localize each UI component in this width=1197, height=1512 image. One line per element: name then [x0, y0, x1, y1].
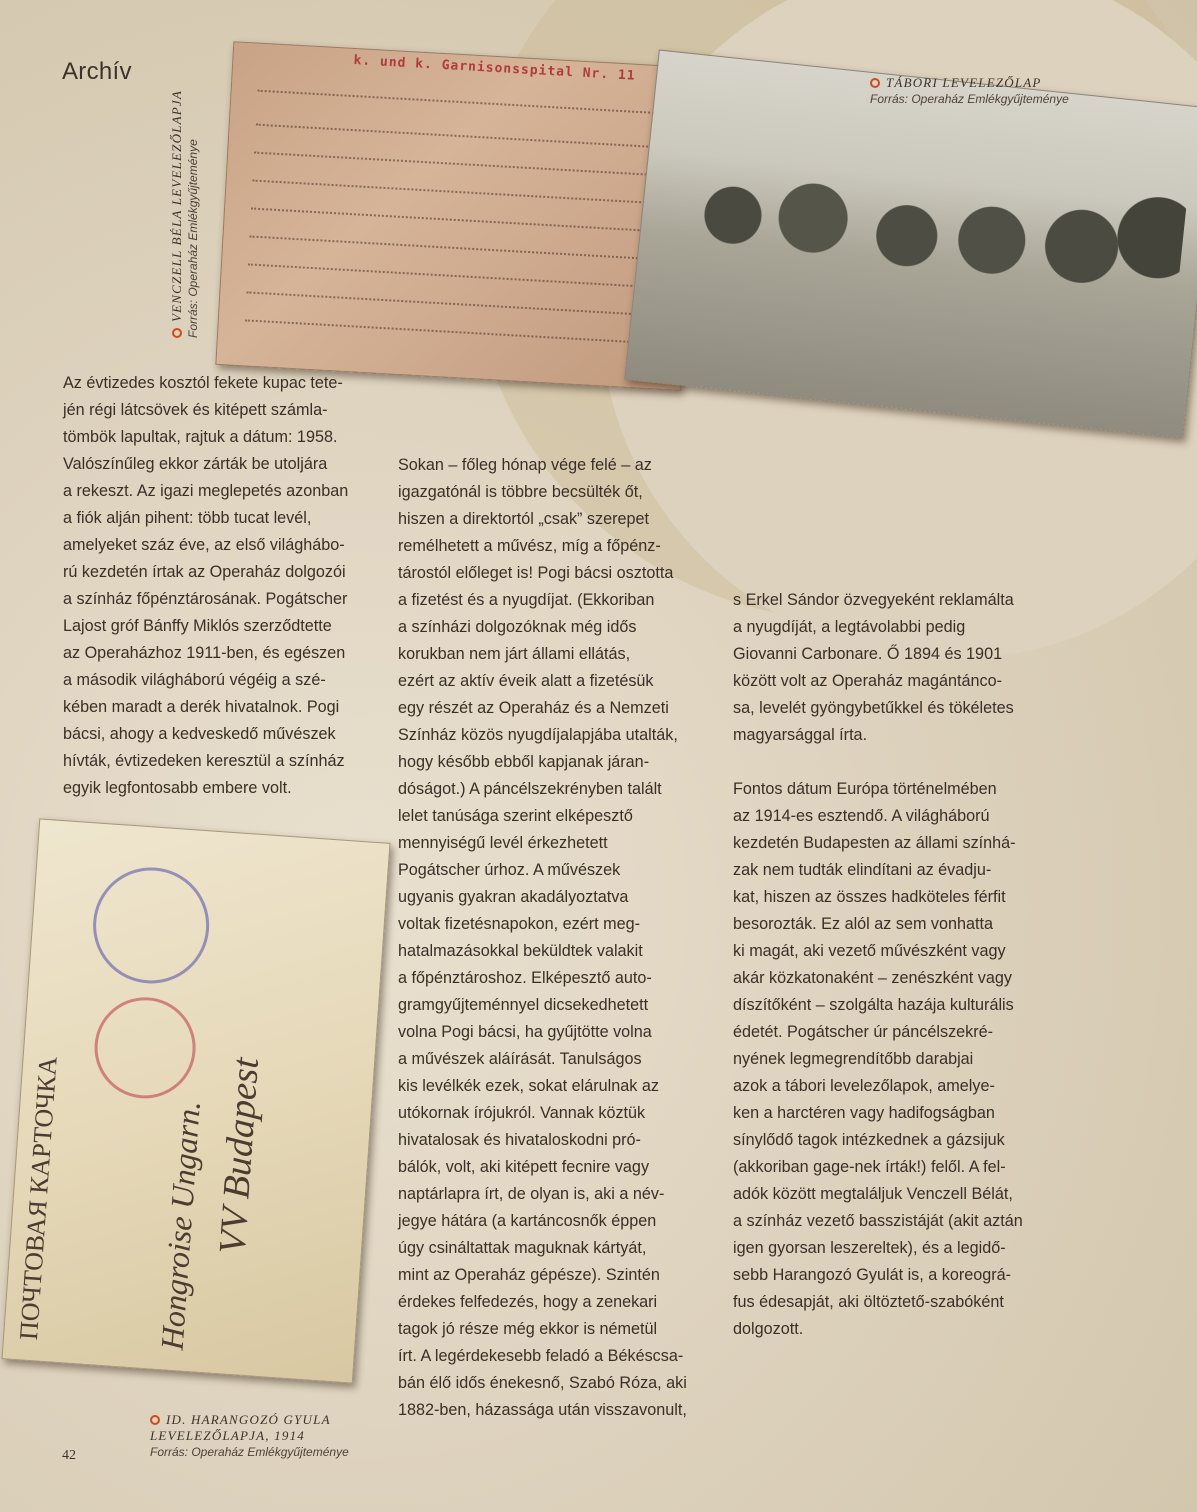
caption-bullet-icon — [150, 1415, 160, 1425]
postmark-seal — [89, 864, 213, 988]
handwriting-line — [249, 233, 661, 260]
paragraph: s Erkel Sándor özvegyeként reklamálta a nyugdíját, a legtávolabbi pedig Giovanni Carbonare. Ő 1894 és 1901 között volt az Operaház magántánco- sa, levelét gyöngybetűkkel és tökéletes magyarsággal írta. — [733, 591, 1014, 744]
harangozo-caption — [150, 1412, 390, 1460]
garrison-stamp: k. und k. Garnisonsspital Nr. 11 — [353, 52, 636, 84]
handwriting-line — [258, 88, 670, 115]
postcard-address-line: VV Budapest — [211, 1056, 268, 1256]
caption-source: Forrás: Operaház Emlékgyűjteménye — [150, 1445, 349, 1459]
paragraph: Fontos dátum Európa történelmében az 1914-es esztendő. A világháború kezdetén Budapesten az állami színhá- zak nem tudták elindítani az évadju- kat, hiszen az összes hadköteles férfit besorozták. Ez alól az sem vonhatta ki magát, aki vezető művészként vagy akár közkatonaként – zenészként vagy díszítőként – szolgálta hazája kulturális édetét. Pogátscher úr páncélszekré- nyének legmegrendítőbb darabjai azok a tábori levelezőlapok, amelye- ken a harctéren vagy hadifogságban sínylődő tagok intézkednek a gázsijuk (akkoriban gage-nek írták!) felől. A fel- adók között megtaláljuk Venczell Bélát, a színház vezető basszistáját (akit aztán igen gyorsan leszereltek), és a legidő- sebb Harangozó Gyulát is, a koreográ- fus édesapját, aki öltöztető-szabóként dolgozott. — [733, 780, 1023, 1338]
handwriting-line — [251, 205, 663, 232]
page-number: 42 — [62, 1448, 76, 1463]
paragraph: Az évtizedes kosztól fekete kupac tete- jén régi látcsövek és kitépett számla- tömbök lapultak, rajtuk a dátum: 1958. Valószínűleg ekkor zárták be utoljára a rekeszt. Az igazi meglepetés azonban a fiók alján pihent: több tucat levél, amelyeket száz éve, az első világhábo- rú kezdetén írtak az Operaház dolgozói a színház főpénztárosának. Pogátscher Lajost gróf Bánffy Miklós szerződtette az Operaházhoz 1911-ben, és egészen a második világháború végéig a szé- kében maradt a derék hivatalnok. Pogi bácsi, ahogy a kedveskedő művészek hívták, évtizedeken keresztül a színház egyik legfontosabb embere volt. — [63, 374, 349, 797]
postcard-cyrillic-header: ПОЧТОВАЯ КАРТОЧКА — [13, 1055, 63, 1341]
caption-source: Forrás: Operaház Emlékgyűjteménye — [186, 139, 200, 338]
venczell-postcard-photo — [215, 41, 698, 391]
caption-title: ID. HARANGOZÓ GYULA LEVELEZŐLAPJA, 1914 — [150, 1412, 331, 1443]
handwriting-line — [246, 289, 658, 316]
postmark-seal-red — [91, 994, 199, 1102]
handwriting-line — [253, 178, 665, 205]
venczell-caption — [168, 58, 200, 338]
handwriting-line — [248, 261, 660, 288]
handwriting-line — [256, 122, 668, 149]
tabori-caption — [870, 74, 1110, 106]
article-column-3 — [733, 587, 1043, 1343]
article-column-1 — [63, 370, 363, 802]
postcard-address-line: Hongroise Ungarn. — [153, 1099, 207, 1352]
article-column-2 — [398, 452, 708, 1424]
caption-source: Forrás: Operaház Emlékgyűjteménye — [870, 92, 1069, 106]
caption-bullet-icon — [870, 78, 880, 88]
handwriting-line — [245, 317, 657, 344]
caption-title: TÁBORI LEVELEZŐLAP — [886, 75, 1042, 90]
caption-title: VENCZELL BÉLA LEVELEZŐLAPJA — [169, 89, 184, 322]
tree-line — [679, 144, 1188, 306]
tabori-postcard-photo — [624, 50, 1197, 439]
caption-bullet-icon — [172, 328, 182, 338]
harangozo-postcard-photo — [2, 818, 391, 1383]
handwriting-line — [254, 150, 666, 177]
section-title: Archív — [62, 58, 132, 85]
paragraph: Sokan – főleg hónap vége felé – az igazgatónál is többre becsülték őt, hiszen a direktortól „csak” szerepet remélhetett a művész, míg a főpénz- tárostól előleget is! Pogi bácsi osztotta a fizetést és a nyugdíjat. (Ekkoriban a színházi dolgozóknak még idős korukban nem járt állami ellátás, ezért az aktív éveik alatt a fizetésük egy részét az Operaház és a Nemzeti Színház közös nyugdíjalapjába utalták, hogy később ebből kapjanak járan- dóságot.) A páncélszekrényben talált lelet tanúsága szerint elképesztő mennyiségű levél érkezhetett Pogátscher úrhoz. A művészek ugyanis gyakran akadályoztatva voltak fizetésnapokon, ezért meg- hatalmazásokkal beküldtek valakit a főpénztároshoz. Elképesztő auto- gramgyűjteménnyel dicsekedhetett volna Pogi bácsi, ha gyűjtötte volna a művészek aláírását. Tanulságos kis levélkék ezek, sokat elárulnak az utókornak írójukról. Vannak köztük hivatalosak és hivataloskodni pró- bálók, volt, aki kitépett fecnire vagy naptárlapra írt, de olyan is, aki a név- jegye hátára (a kartáncosnők éppen úgy csináltattak maguknak kártyát, mint az Operaház gépésze). Szintén érdekes felfedezés, hogy a zenekari tagok jó része még ekkor is németül írt. A legérdekesebb feladó a Békéscsa- bán élő idős énekesnő, Szabó Róza, aki 1882-ben, házassága után visszavonult, — [398, 456, 687, 1419]
